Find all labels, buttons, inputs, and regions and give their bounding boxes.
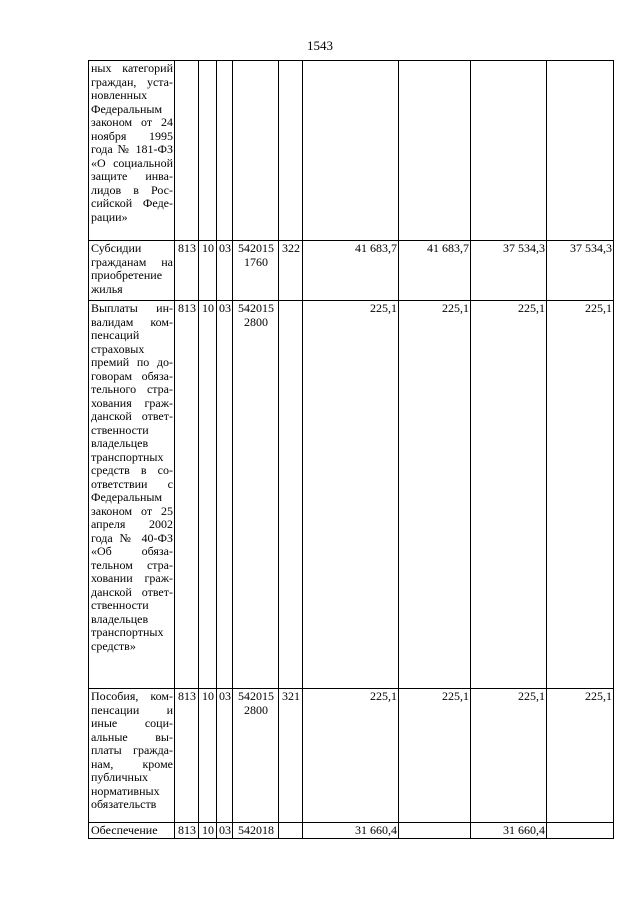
table-row [89, 823, 614, 839]
expense-type-cell [279, 823, 303, 839]
ministry-code-cell: 813 [175, 823, 199, 839]
amount-cell [547, 823, 614, 839]
table-row [89, 241, 614, 301]
amount-cell: 41 683,7 [399, 241, 471, 301]
target-code-cell: 542015 2800 [233, 301, 279, 689]
amount-cell: 31 660,4 [303, 823, 399, 839]
amount-cell: 225,1 [399, 689, 471, 823]
amount-cell [547, 61, 614, 241]
subsection-code-cell: 03 [217, 689, 233, 823]
ministry-code-cell [175, 61, 199, 241]
amount-cell [399, 823, 471, 839]
amount-cell [303, 61, 399, 241]
table-row [89, 301, 614, 689]
target-code-cell: 542018 [233, 823, 279, 839]
target-code-cell: 542015 1760 [233, 241, 279, 301]
expense-type-cell: 322 [279, 241, 303, 301]
subsection-code-cell [217, 61, 233, 241]
subsection-code-cell: 03 [217, 241, 233, 301]
amount-cell: 225,1 [303, 689, 399, 823]
section-code-cell: 10 [199, 689, 217, 823]
expense-type-cell: 321 [279, 689, 303, 823]
amount-cell: 37 534,3 [547, 241, 614, 301]
amount-cell [471, 61, 547, 241]
row-name-cell: Пособия, ком-пенсации и иные соци-альные вы-платы гражда-нам, кроме публичных нормативных обязательств [89, 689, 175, 823]
page-number: 1543 [307, 38, 333, 53]
row-name-cell: Выплаты ин-валидам ком-пенсаций страховых премий по до-говорам обяза-тельного стра-хования граж-данской ответ-ственности владельцев транспортных средств в со-ответствии с Федеральным законом от 25 апреля 2002 года № 40-ФЗ «Об обяза-тельном стра-ховании граж-данской ответ-ственности владельцев транспортных средств» [89, 301, 175, 689]
subsection-code-cell: 03 [217, 823, 233, 839]
row-name-cell: ных категорий граждан, уста-новленных Федеральным законом от 24 ноября 1995 года № 181-ФЗ «О социальной защите инва-лидов в Рос-сийской Феде-рации» [89, 61, 175, 241]
amount-cell [399, 61, 471, 241]
target-code-cell: 542015 2800 [233, 689, 279, 823]
section-code-cell: 10 [199, 241, 217, 301]
section-code-cell: 10 [199, 301, 217, 689]
ministry-code-cell: 813 [175, 689, 199, 823]
expense-type-cell [279, 301, 303, 689]
amount-cell: 31 660,4 [471, 823, 547, 839]
amount-cell: 41 683,7 [303, 241, 399, 301]
table-row [89, 689, 614, 823]
target-code-cell [233, 61, 279, 241]
amount-cell: 225,1 [547, 301, 614, 689]
amount-cell: 225,1 [471, 301, 547, 689]
ministry-code-cell: 813 [175, 241, 199, 301]
subsection-code-cell: 03 [217, 301, 233, 689]
amount-cell: 225,1 [399, 301, 471, 689]
amount-cell: 225,1 [547, 689, 614, 823]
ministry-code-cell: 813 [175, 301, 199, 689]
amount-cell: 37 534,3 [471, 241, 547, 301]
budget-table [88, 60, 614, 839]
section-code-cell [199, 61, 217, 241]
table-row [89, 61, 614, 241]
amount-cell: 225,1 [303, 301, 399, 689]
section-code-cell: 10 [199, 823, 217, 839]
amount-cell: 225,1 [471, 689, 547, 823]
expense-type-cell [279, 61, 303, 241]
row-name-cell: Обеспечение [89, 823, 175, 839]
row-name-cell: Субсидии гражданам на приобретение жилья [89, 241, 175, 301]
